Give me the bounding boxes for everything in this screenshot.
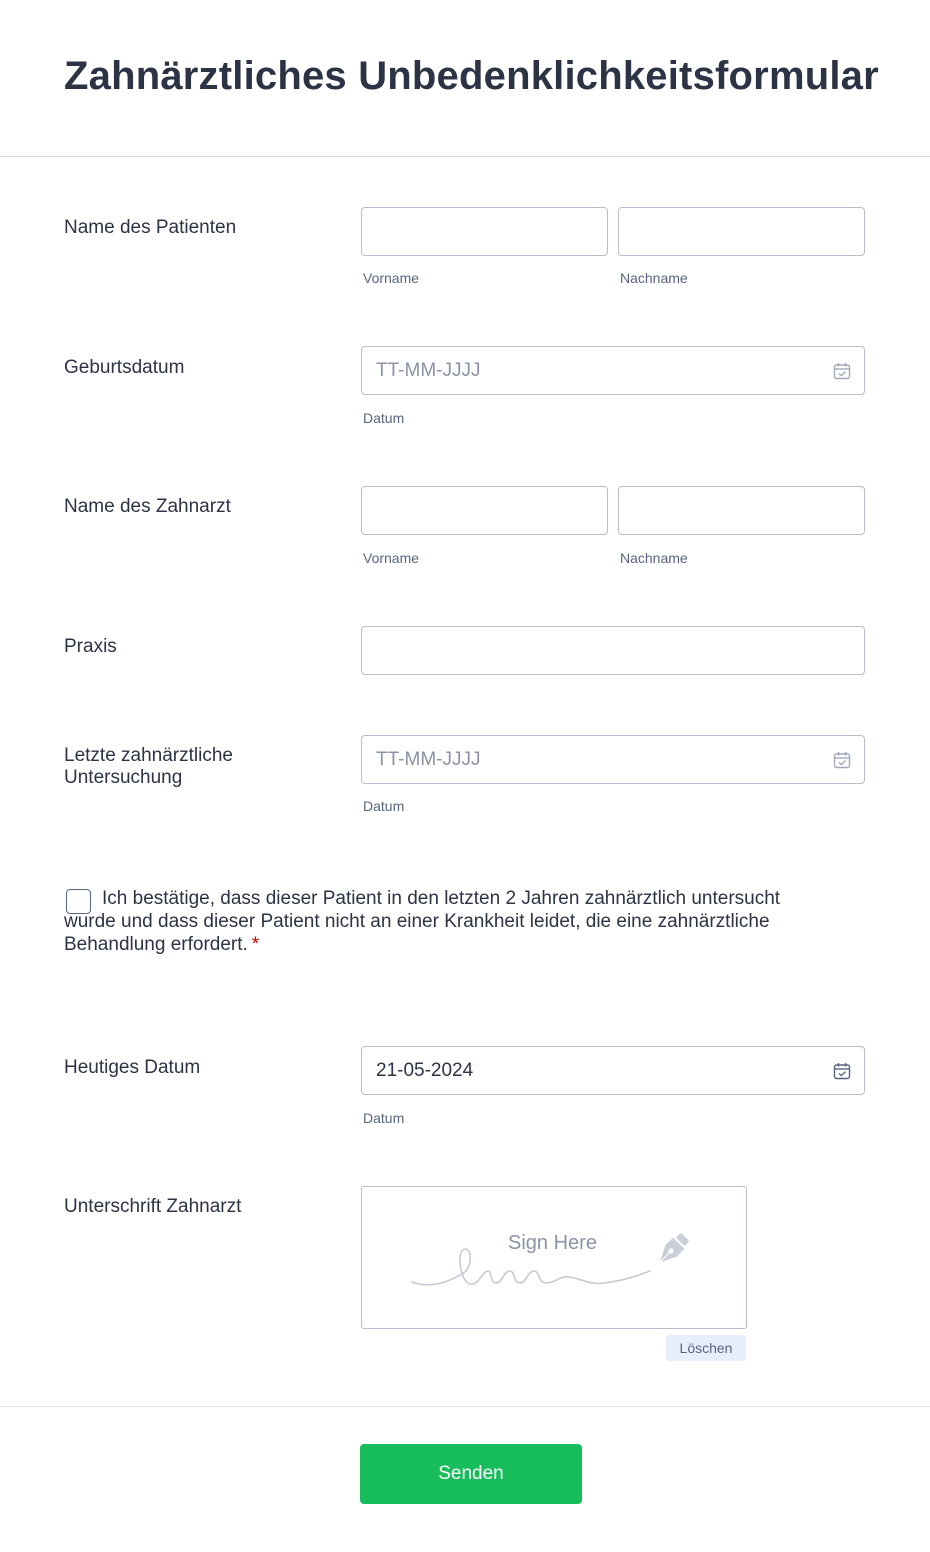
required-mark: * [251,934,260,955]
patient-last-name-sublabel: Nachname [620,270,688,286]
dentist-first-name-input[interactable] [361,486,608,535]
confirmation-text-block [64,887,824,956]
confirmation-text: Ich bestätige, dass dieser Patient in den letzten 2 Jahren zahnärztlich untersucht wurde und dass dieser Patient nicht an einer Krankheit leidet, die eine zahnärztliche Behandlung erfordert. [64,888,781,955]
birth-date-sublabel: Datum [363,410,405,426]
birth-date-label: Geburtsdatum [64,357,185,378]
today-date-label: Heutiges Datum [64,1057,201,1078]
today-date-sublabel: Datum [363,1110,405,1126]
calendar-icon[interactable] [833,362,851,380]
calendar-icon[interactable] [833,1062,851,1080]
page-title: Zahnärztliches Unbedenklichkeitsformular [64,54,879,98]
signature-pad[interactable] [361,1186,747,1329]
calendar-icon[interactable] [833,751,851,769]
footer-divider [0,1406,930,1407]
practice-label: Praxis [64,636,117,657]
dentist-last-name-input[interactable] [618,486,865,535]
patient-first-name-sublabel: Vorname [363,270,420,286]
last-exam-date-input[interactable] [361,735,865,784]
last-exam-label-line2: Untersuchung [64,767,183,788]
last-exam-label [64,745,233,789]
signature-label: Unterschrift Zahnarzt [64,1196,242,1217]
last-exam-label-line1: Letzte zahnärztliche [64,745,233,766]
last-exam-sublabel: Datum [363,798,405,814]
today-date-input[interactable] [361,1046,865,1095]
patient-last-name-input[interactable] [618,207,865,256]
pen-nib-icon [649,1229,693,1273]
patient-first-name-input[interactable] [361,207,608,256]
sign-here-placeholder: Sign Here [508,1232,597,1254]
dentist-last-name-sublabel: Nachname [620,550,688,566]
submit-button[interactable]: Senden [360,1444,582,1504]
dentist-first-name-sublabel: Vorname [363,550,420,566]
birth-date-input[interactable] [361,346,865,395]
dentist-name-label: Name des Zahnarzt [64,496,231,517]
signature-clear-button[interactable]: Löschen [666,1335,746,1361]
practice-input[interactable] [361,626,865,675]
form-header [0,0,930,157]
patient-name-label: Name des Patienten [64,217,237,238]
